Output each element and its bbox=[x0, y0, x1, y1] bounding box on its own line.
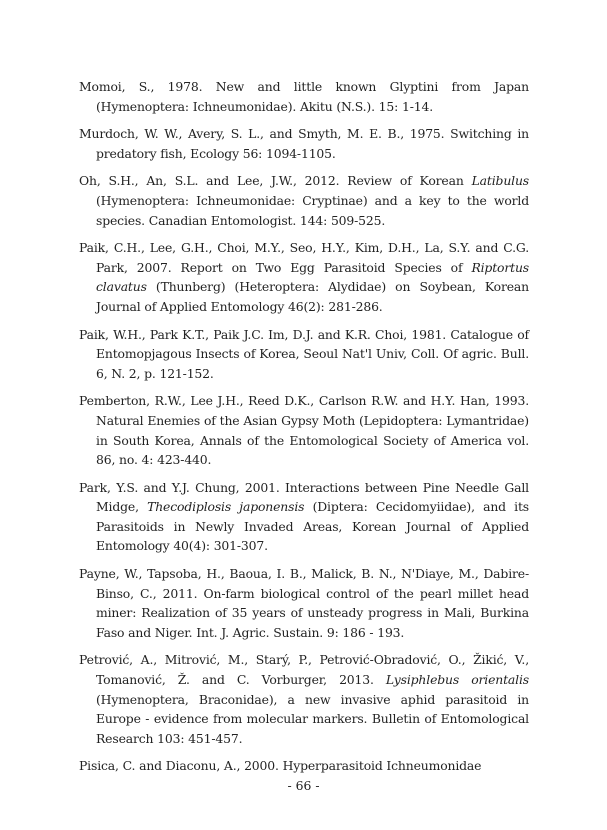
ref-text: Park, Y.S. and Y.J. Chung, 2001. Interactions between Pine Needle Gall Midge, bbox=[79, 479, 529, 515]
ref-text: Oh, S.H., An, S.L. and Lee, J.W., 2012. Review of Korean bbox=[79, 173, 472, 189]
ref-text: Paik, W.H., Park K.T., Paik J.C. Im, D.J. and K.R. Choi, 1981. Catalogue of Entomopjagous Insects of Korea, Seoul Nat'l Univ, Coll. Of agric. Bull. 6, N. 2, p. 121-152. bbox=[79, 326, 529, 381]
reference-paik-1981 bbox=[79, 325, 529, 384]
reference-petrovic-2013 bbox=[79, 650, 529, 748]
reference-park-2001 bbox=[79, 478, 529, 556]
ref-italic-taxon: Riptortus clavatus bbox=[96, 259, 529, 295]
ref-text: Paik, C.H., Lee, G.H., Choi, M.Y., Seo, H.Y., Kim, D.H., La, S.Y. and C.G. Park, 2007. Report on Two Egg Parasitoid Species of bbox=[79, 240, 529, 275]
ref-text: (Hymenoptera, Braconidae), a new invasive aphid parasitoid in Europe - evidence from molecular markers. Bulletin of Entomological Research 103: 451-457. bbox=[96, 691, 529, 746]
reference-list bbox=[79, 77, 529, 784]
ref-italic-taxon: Lysiphlebus orientalis bbox=[385, 672, 530, 688]
ref-text: (Thunberg) (Heteroptera: Alydidae) on Soybean, Korean Journal of Applied Entomology 46(2): 281-286. bbox=[96, 279, 529, 314]
reference-murdoch-1975 bbox=[79, 124, 529, 163]
reference-oh-2012 bbox=[79, 171, 529, 230]
ref-text: Payne, W., Tapsoba, H., Baoua, I. B., Malick, B. N., N'Diaye, M., Dabire-Binso, C., 2011. On-farm biological control of the pearl millet head miner: Realization of 35 years of unsteady progress in Mali, Burkina Faso and Niger. Int. J. Agric. Sustain. 9: 186 - 193. bbox=[79, 566, 529, 640]
ref-text: Momoi, S., 1978. New and little known Glyptini from Japan (Hymenoptera: Ichneumonidae). Akitu (N.S.). 15: 1-14. bbox=[79, 79, 529, 114]
reference-paik-2007 bbox=[79, 238, 529, 316]
reference-momoi-1978 bbox=[79, 77, 529, 116]
reference-pisica-2000 bbox=[79, 756, 529, 776]
ref-text: Pisica, C. and Diaconu, A., 2000. Hyperparasitoid Ichneumonidae bbox=[79, 758, 482, 774]
page-number: - 66 - bbox=[287, 778, 320, 793]
ref-text: Petrović, A., Mitrović, M., Starý, P., Petrović-Obradović, O., Žikić, V., Tomanović, Ž. and C. Vorburger, 2013. bbox=[79, 652, 529, 688]
ref-italic-taxon: Latibulus bbox=[471, 173, 529, 189]
ref-text: Murdoch, W. W., Avery, S. L., and Smyth, M. E. B., 1975. Switching in predatory fish, Ecology 56: 1094-1105. bbox=[79, 126, 529, 161]
ref-text: (Hymenoptera: Ichneumonidae: Cryptinae) and a key to the world species. Canadian Entomologist. 144: 509-525. bbox=[96, 192, 529, 228]
ref-text: (Diptera: Cecidomyiidae), and its Parasitoids in Newly Invaded Areas, Korean Journal of Applied Entomology 40(4): 301-307. bbox=[96, 499, 529, 554]
ref-text: Pemberton, R.W., Lee J.H., Reed D.K., Carlson R.W. and H.Y. Han, 1993. Natural Enemies of the Asian Gypsy Moth (Lepidoptera: Lymantridae) in South Korea, Annals of the Entomological Society of America vol. 86, no. 4: 423-440. bbox=[79, 393, 529, 468]
reference-pemberton-1993 bbox=[79, 391, 529, 469]
ref-italic-taxon: Thecodiplosis japonensis bbox=[147, 499, 305, 515]
reference-payne-2011 bbox=[79, 564, 529, 642]
